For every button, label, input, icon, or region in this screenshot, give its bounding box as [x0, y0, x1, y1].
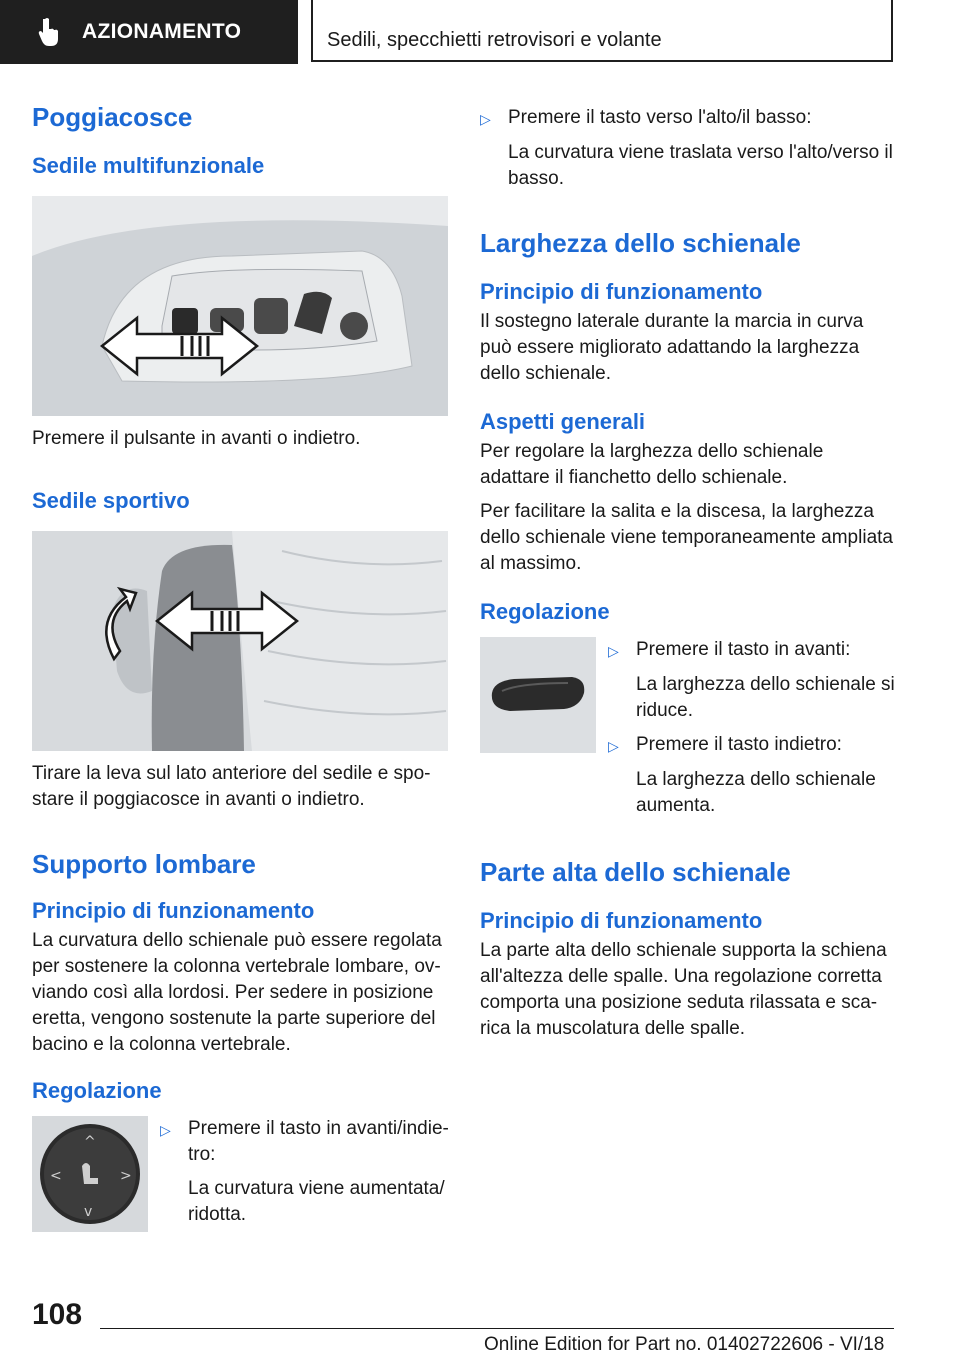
sport-seat-heading: Sedile sportivo: [32, 488, 190, 513]
width-bullet-2: [608, 732, 898, 759]
svg-text:<: <: [50, 1168, 62, 1184]
lumbar-instructions: [160, 1116, 450, 1232]
multi-seat-photo: [32, 196, 448, 416]
triangle-bullet-icon: ▷: [480, 111, 491, 127]
upper-principle-text: La parte alta dello schienale supporta la schiena all'altezza delle spalle. Una regolazione corretta comporta una posizione seduta rilassata e sca-rica la muscolatura delle spalle.: [480, 940, 887, 1039]
upper-backrest-title: Parte alta dello schienale: [480, 857, 791, 887]
width-result-1: La larghezza dello schienale si riduce.: [636, 674, 895, 721]
footer-divider: [100, 1328, 894, 1329]
width-regulation-heading: Regolazione: [480, 599, 610, 624]
svg-text:^: ^: [84, 1134, 96, 1150]
width-instructions: [608, 637, 898, 819]
multi-seat-caption: Premere il pulsante in avanti o indietro.: [32, 428, 361, 449]
width-regulation-block: [480, 637, 898, 819]
triangle-bullet-icon: ▷: [608, 643, 619, 659]
chapter-title: Sedili, specchietti retrovisori e volante: [327, 29, 662, 51]
width-bullet-2-text: Premere il tasto indietro:: [636, 734, 842, 755]
section-label: AZIONAMENTO: [82, 20, 242, 43]
triangle-bullet-icon: ▷: [608, 738, 619, 754]
lumbar-principle-text: La curvatura dello schienale può essere regolata per sostenere la colonna vertebrale lombare, ov-viando così alla lordosi. Per sedere in posizione eretta, vengono sostenute la parte superiore del bacino e la colonna vertebrale.: [32, 930, 442, 1055]
lumbar-bullet-text: Premere il tasto in avanti/indie-tro:: [188, 1118, 449, 1165]
lumbar-bullet: [160, 1116, 450, 1168]
hand-pointer-icon: [38, 17, 60, 47]
lumbar-regulation-heading: Regolazione: [32, 1078, 162, 1103]
width-bullet-1: [608, 637, 898, 664]
width-result-2: La larghezza dello schienale aumenta.: [636, 769, 876, 816]
lumbar-title: Supporto lombare: [32, 849, 256, 879]
sport-seat-caption: Tirare la leva sul lato anteriore del sedile e spo-stare il poggiacosce in avanti o indietro.: [32, 763, 431, 810]
right-column: [480, 98, 898, 1042]
page-number: 108: [32, 1298, 83, 1331]
lumbar-control-photo: [32, 1116, 148, 1232]
left-column: [32, 98, 450, 1232]
width-bullet-1-text: Premere il tasto in avanti:: [636, 639, 851, 660]
lumbar-result: La curvatura viene aumentata/ ridotta.: [188, 1178, 445, 1225]
sport-seat-photo: [32, 531, 448, 751]
width-general-heading: Aspetti generali: [480, 409, 646, 434]
multi-seat-heading: Sedile multifunzionale: [32, 153, 265, 178]
lumbar-principle-heading: Principio di funzionamento: [32, 898, 315, 923]
top-bullet: [480, 105, 898, 132]
upper-principle-heading: Principio di funzionamento: [480, 908, 763, 933]
width-title: Larghezza dello schienale: [480, 228, 801, 258]
top-bullet-text: Premere il tasto verso l'alto/il basso:: [508, 107, 812, 128]
chapter-header: [311, 0, 893, 62]
triangle-bullet-icon: ▷: [160, 1122, 171, 1138]
width-control-photo: [480, 637, 596, 753]
width-general-text-2: Per facilitare la salita e la discesa, la larghezza dello schienale viene temporaneamente ampliata al massimo.: [480, 501, 893, 574]
svg-text:>: >: [120, 1168, 132, 1184]
width-principle-text: Il sostegno laterale durante la marcia in curva può essere migliorato adattando la larghezza dello schienale.: [480, 311, 864, 384]
poggiacosce-title: Poggiacosce: [32, 102, 193, 132]
svg-text:v: v: [84, 1204, 93, 1220]
lumbar-regulation-block: [32, 1116, 450, 1232]
footer-edition: Online Edition for Part no. 01402722606 - VI/18: [484, 1334, 885, 1355]
top-result: La curvatura viene traslata verso l'alto/verso il basso.: [508, 142, 893, 189]
width-general-text-1: Per regolare la larghezza dello schienale adattare il fianchetto dello schienale.: [480, 441, 824, 488]
width-principle-heading: Principio di funzionamento: [480, 279, 763, 304]
section-tab: [0, 0, 298, 64]
